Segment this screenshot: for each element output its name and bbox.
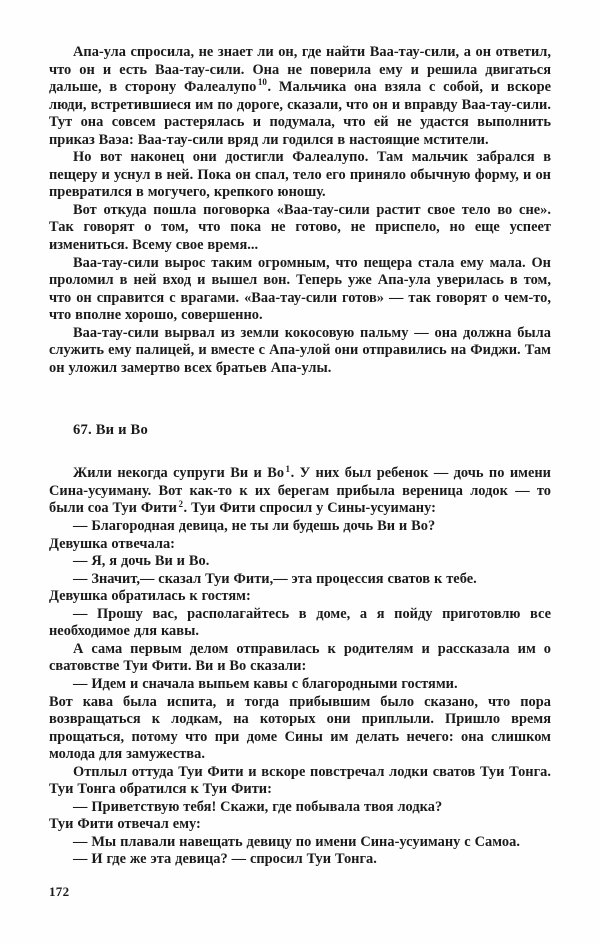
- paragraph: — И где же эта девица? — спросил Туи Тонга.: [73, 851, 377, 868]
- page-number: 172: [49, 884, 70, 899]
- paragraph: — Благородная девица, не ты ли будешь дочь Ви и Во?: [73, 518, 436, 535]
- footnote-marker: 1: [285, 463, 291, 474]
- paragraph: Вот кава была испита, и тогда прибывшим было сказано, что пора возвращаться к лодкам, на которых они приплыли. Пришло время прощаться, потому что при доме Сины им делать нечего: она слишком молода для замужества.: [49, 693, 551, 763]
- paragraph: Девушка отвечала:: [49, 535, 175, 552]
- footnote-marker: 10: [257, 77, 267, 88]
- paragraph: Жили некогда супруги Ви и Во $^1$. У них был ребенок — дочь по имени Сина-усуиману. Вот как-то к их берегам прибыла вереница лодок — то были соа Туи Фити $^2$. Туи Фити спросил у Сины-усуиману:: [49, 463, 551, 517]
- paragraph: Апа-ула спросила, не знает ли он, где найти Ваа-тау-сили, а он ответил, что он и есть Ваа-тау-сили. Она не поверила ему и решила двигаться дальше, в сторону Фалеалупо $^{10}$. Мальчика она взяла с собой, и вскоре люди, встретившиеся им по дороге, сказали, что он и вправду Ваа-тау-сили. Тут она совсем растерялась и подумала, что ей не удастся выполнить приказ Ваэа: Ваа-тау-сили вряд ли годился в настоящие мстители.: [49, 44, 551, 148]
- paragraph: Вот откуда пошла поговорка «Ваа-тау-сили растит свое тело во сне». Так говорят о том, что пока не готово, не приспело, но еще успеет измениться. Всему свое время...: [49, 201, 551, 254]
- paragraph: — Идем и сначала выпьем кавы с благородными гостями.: [73, 675, 458, 692]
- paragraph: — Мы плавали навещать девицу по имени Сина-усуиману с Самоа.: [73, 833, 520, 850]
- section-spacer-bottom: [49, 439, 551, 465]
- section-spacer-top: [49, 377, 551, 421]
- paragraph: Ваа-тау-сили вырвал из земли кокосовую пальму — она должна была служить ему палицей, и вместе с Апа-улой они отправились на Фиджи. Там он уложил замертво всех братьев Апа-улы.: [49, 324, 551, 376]
- paragraph: — Прошу вас, располагайтесь в доме, а я пойду приготовлю все необходимое для кавы.: [49, 605, 551, 640]
- paragraph: — Приветствую тебя! Скажи, где побывала твоя лодка?: [73, 798, 443, 815]
- paragraph: Туи Фити отвечал ему:: [49, 816, 201, 833]
- paragraph: — Значит,— сказал Туи Фити,— эта процессия сватов к тебе.: [73, 570, 477, 587]
- paragraph: Но вот наконец они достигли Фалеалупо. Там мальчик забрался в пещеру и уснул в ней. Пока он спал, тело его приняло обычную форму, и он превратился в могучего, крепкого юношу.: [49, 149, 551, 201]
- section-heading: 67. Ви и Во: [73, 422, 148, 439]
- paragraph: А сама первым делом отправилась к родителям и рассказала им о сватовстве Туи Фити. Ви и Во сказали:: [49, 640, 551, 675]
- paragraph: Отплыл оттуда Туи Фити и вскоре повстречал лодки сватов Туи Тонга. Туи Тонга обратился к Туи Фити:: [49, 763, 551, 798]
- footnote-marker: 2: [178, 498, 184, 509]
- previous-story-body: [49, 44, 551, 377]
- paragraph: — Я, я дочь Ви и Во.: [73, 553, 210, 570]
- paragraph: Ваа-тау-сили вырос таким огромным, что пещера стала ему мала. Он проломил в ней вход и вышел вон. Теперь уже Апа-ула уверилась в том, что он справится с врагами. «Ваа-тау-сили готов» — так говорят о чем-то, что вполне хорошо, совершенно.: [49, 254, 551, 324]
- text-column: [49, 44, 551, 869]
- current-story-body: [49, 465, 551, 869]
- paragraph: Девушка обратилась к гостям:: [49, 588, 251, 605]
